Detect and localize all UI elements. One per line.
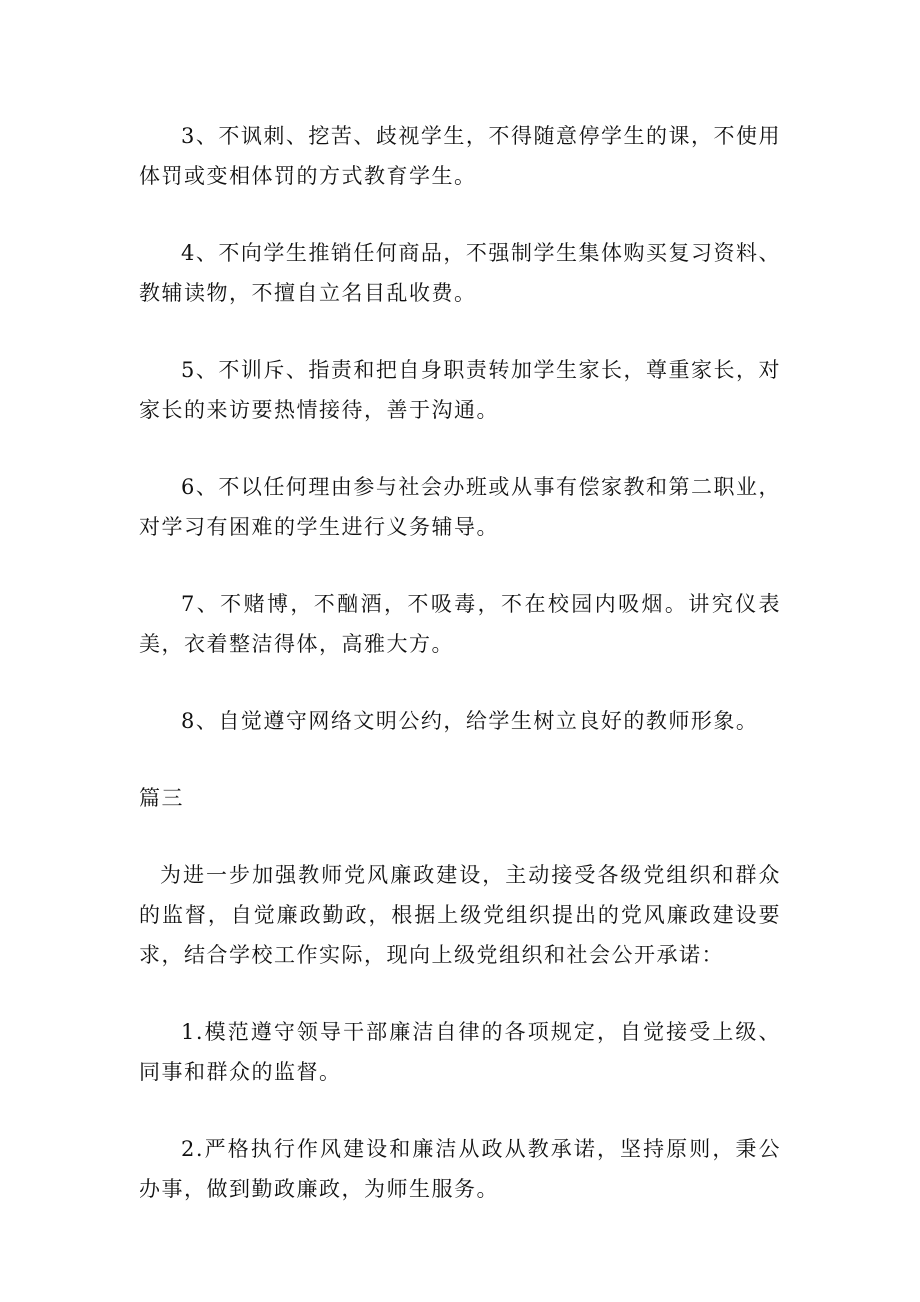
rule-paragraph-8: 8、自觉遵守网络文明公约，给学生树立良好的教师形象。 [181,709,759,733]
intro-paragraph: 为进一步加强教师党风廉政建设，主动接受各级党组织和群众的监督，自觉廉政勤政，根据上级党组织提出的党风廉政建设要求，结合学校工作实际，现向上级党组织和社会公开承诺： [139,863,781,967]
document-body [139,116,781,1246]
rule-paragraph-3: 3、不讽刺、挖苦、歧视学生，不得随意停学生的课，不使用体罚或变相体罚的方式教育学生。 [139,124,781,188]
rule-paragraph-7: 7、不赌博，不酗酒，不吸毒，不在校园内吸烟。讲究仪表美，衣着整洁得体，高雅大方。 [139,592,781,656]
section-heading: 篇三 [139,786,184,810]
rule-paragraph-4: 4、不向学生推销任何商品，不强制学生集体购买复习资料、教辅读物，不擅自立名目乱收费。 [139,241,781,305]
rule-paragraph-6: 6、不以任何理由参与社会办班或从事有偿家教和第二职业，对学习有困难的学生进行义务辅导。 [139,475,781,539]
commitment-paragraph-1: 1.模范遵守领导干部廉洁自律的各项规定，自觉接受上级、同事和群众的监督。 [139,1020,781,1084]
commitment-paragraph-2: 2.严格执行作风建设和廉洁从政从教承诺，坚持原则，秉公办事，做到勤政廉政，为师生服务。 [139,1137,781,1201]
rule-paragraph-5: 5、不训斥、指责和把自身职责转加学生家长，尊重家长，对家长的来访要热情接待，善于沟通。 [139,358,781,422]
